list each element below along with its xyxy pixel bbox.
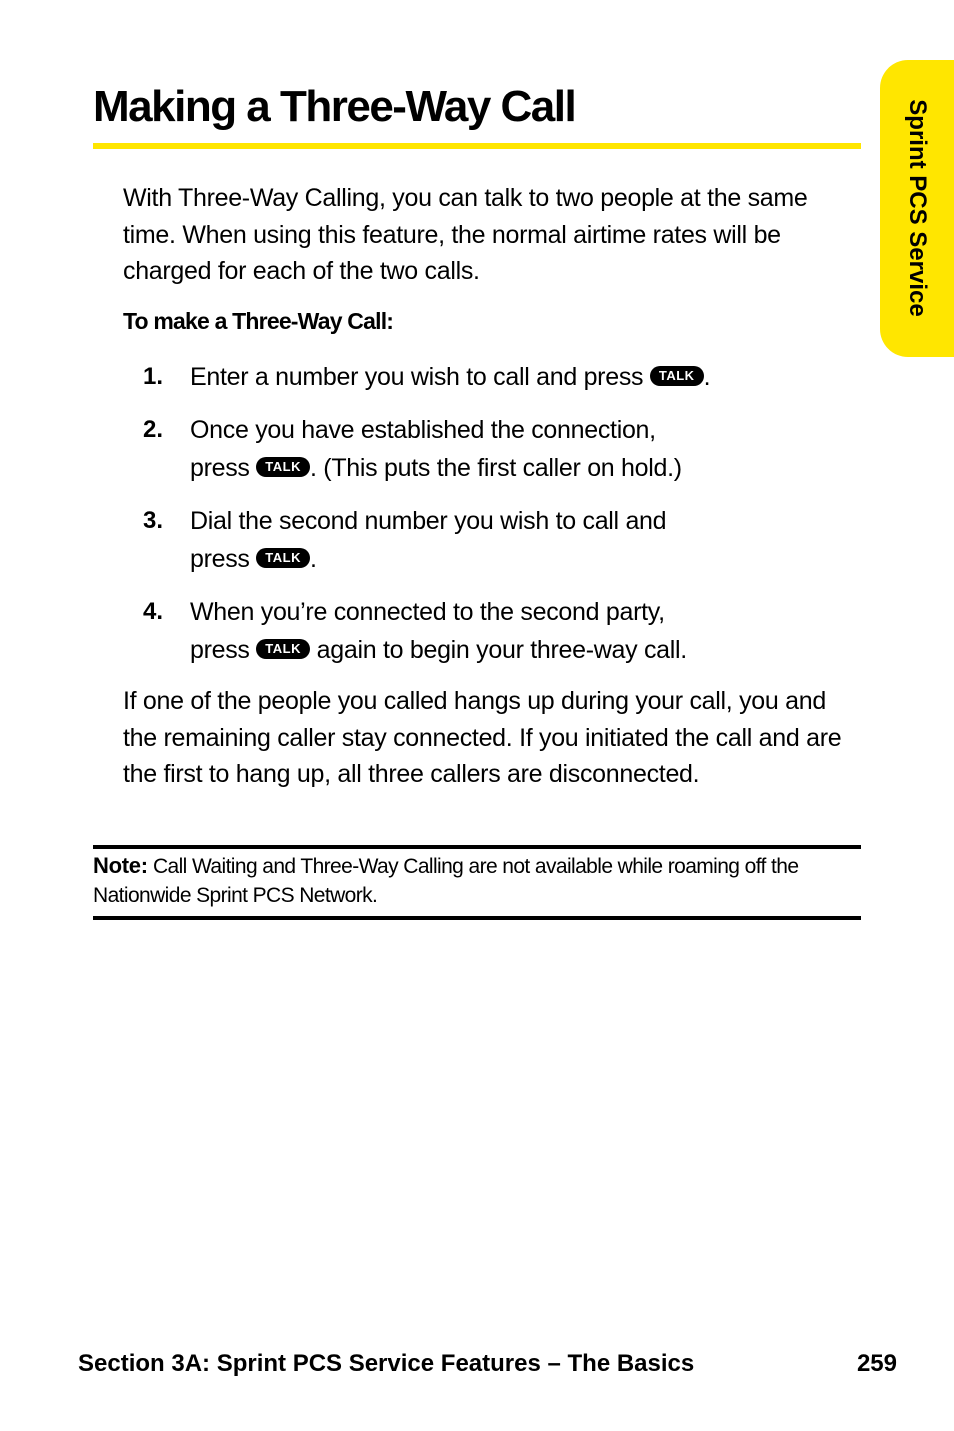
footer-page-number: 259: [856, 1350, 897, 1377]
step-text: [190, 411, 830, 487]
step-text: [190, 358, 830, 396]
step-text-line1: Once you have established the connection,: [190, 416, 656, 444]
note-bottom-rule: [93, 916, 861, 920]
talk-key-icon: TALK: [256, 457, 310, 477]
step-number: 1.: [143, 363, 164, 390]
step-text: [190, 593, 830, 669]
step-text-before: press: [190, 454, 250, 482]
step-text-after: . (This puts the first caller on hold.): [310, 454, 682, 482]
talk-key-icon: TALK: [256, 639, 310, 659]
step-text-after: .: [310, 545, 317, 573]
talk-key-icon: TALK: [650, 366, 704, 386]
step-number: 4.: [143, 598, 164, 625]
footer-section-title: Section 3A: Sprint PCS Service Features – The Basics: [78, 1350, 695, 1377]
page-title: Making a Three-Way Call: [93, 82, 576, 131]
note-text: Call Waiting and Three-Way Calling are not available while roaming off the Nationwide Sprint PCS Network.: [93, 855, 799, 907]
title-underline: [93, 143, 861, 149]
step-text-line1: Dial the second number you wish to call and: [190, 507, 667, 535]
step-text: [190, 502, 830, 578]
side-section-tab-label: Sprint PCS Service: [904, 99, 931, 317]
step-text-line1: When you’re connected to the second party,: [190, 598, 665, 626]
step-text-before: Enter a number you wish to call and press: [190, 363, 644, 391]
step-text-before: press: [190, 545, 250, 573]
note-box: [93, 851, 861, 910]
step-number: 2.: [143, 416, 164, 443]
note-top-rule: [93, 845, 861, 849]
step-text-after: .: [703, 363, 711, 391]
note-label: Note:: [93, 853, 148, 878]
procedure-heading: To make a Three-Way Call:: [123, 308, 394, 334]
step-text-before: press: [190, 636, 250, 664]
step-number: 3.: [143, 507, 164, 534]
step-text-after: again to begin your three-way call.: [310, 636, 687, 664]
intro-paragraph: With Three-Way Calling, you can talk to two people at the same time. When using this feature, the normal airtime rates will be charged for each of the two calls.: [123, 184, 808, 285]
talk-key-icon: TALK: [256, 548, 310, 568]
outro-paragraph: If one of the people you called hangs up during your call, you and the remaining caller stay connected. If you initiated the call and are the first to hang up, all three callers are disconnected.: [123, 687, 842, 788]
